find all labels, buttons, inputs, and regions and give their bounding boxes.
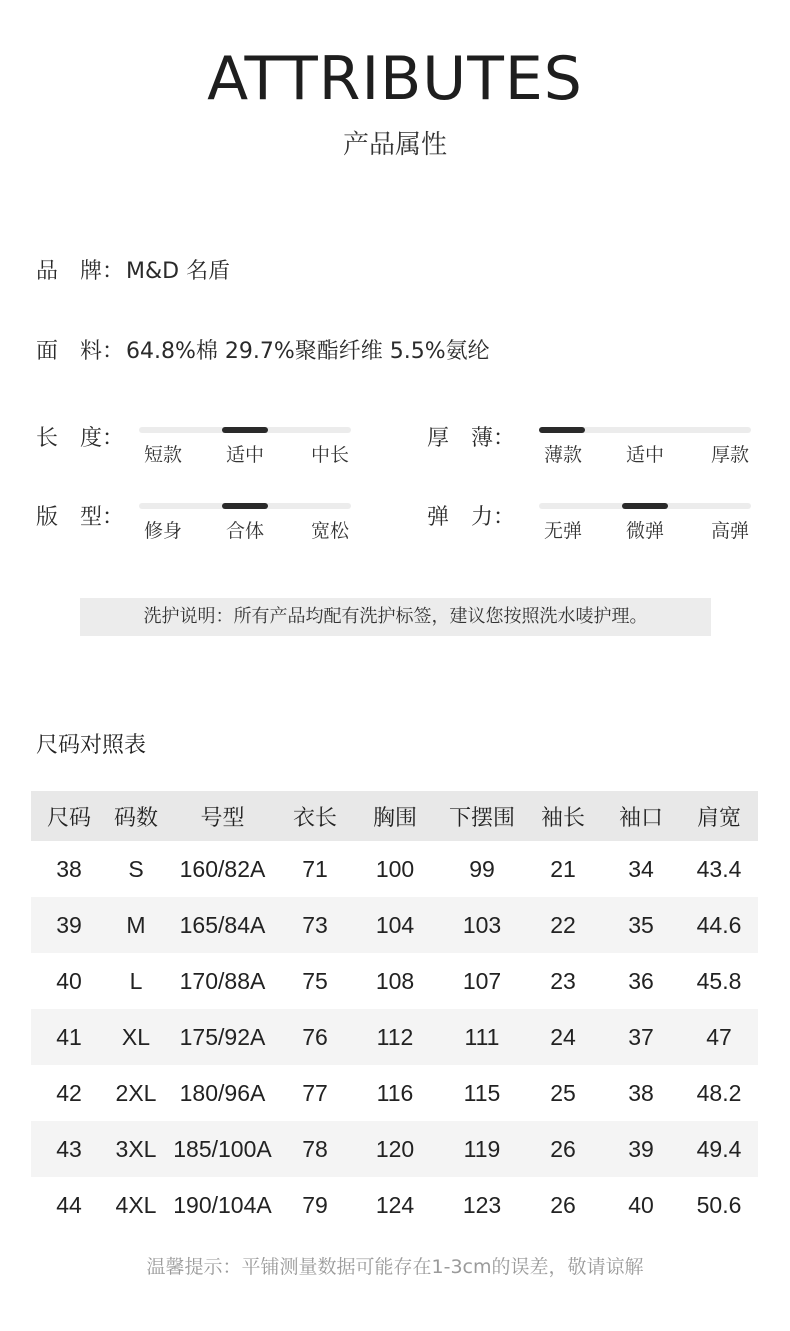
table-cell: 39 xyxy=(31,897,107,953)
elasticity-label: 弹 力： xyxy=(427,505,516,530)
table-row xyxy=(31,1177,758,1233)
table-cell: 185/100A xyxy=(165,1121,280,1177)
table-row xyxy=(31,953,758,1009)
table-cell: 47 xyxy=(680,1009,758,1065)
header-cell: 袖口 xyxy=(602,791,680,841)
table-cell: 78 xyxy=(280,1121,350,1177)
table-cell: 124 xyxy=(375,1191,415,1218)
table-cell: 3XL xyxy=(107,1121,165,1177)
size-chart-title: 尺码对照表 xyxy=(36,733,147,758)
table-cell: 48.2 xyxy=(696,1079,742,1106)
table-cell: 71 xyxy=(302,855,328,882)
table-cell: 170/88A xyxy=(179,967,266,994)
table-cell: 45.8 xyxy=(696,967,742,994)
table-cell: 38 xyxy=(56,855,82,882)
care-notice: 洗护说明：所有产品均配有洗护标签，建议您按照洗水唛护理。 xyxy=(80,598,711,636)
table-row xyxy=(31,841,758,897)
table-cell: 38 xyxy=(628,1079,654,1106)
elasticity-option-none: 无弹 xyxy=(543,520,583,542)
table-cell: 99 xyxy=(469,855,495,882)
table-cell: 119 xyxy=(440,1121,524,1177)
table-cell: 26 xyxy=(550,1191,576,1218)
table-cell: 35 xyxy=(602,897,680,953)
header-cell: 下摆围 xyxy=(440,791,524,841)
table-cell: 22 xyxy=(524,897,602,953)
footer-note: 温馨提示：平铺测量数据可能存在1-3cm的误差，敬请谅解 xyxy=(146,1256,644,1278)
length-track xyxy=(139,427,351,433)
table-cell: 24 xyxy=(524,1009,602,1065)
elasticity-option-high: 高弹 xyxy=(710,520,750,542)
fit-option-regular: 合体 xyxy=(225,520,265,542)
fabric-row xyxy=(36,337,490,367)
length-option-long: 中长 xyxy=(310,444,350,466)
elasticity-option-slight: 微弹 xyxy=(625,520,665,542)
table-cell: 76 xyxy=(280,1009,350,1065)
table-row xyxy=(31,1065,758,1121)
table-cell: 73 xyxy=(280,897,350,953)
table-cell: M xyxy=(107,897,165,953)
fabric-value: 64.8%棉 29.7%聚酯纤维 5.5%氨纶 xyxy=(126,339,490,364)
table-cell: XL xyxy=(107,1009,165,1065)
fabric-label: 面 料： xyxy=(36,339,125,364)
header-cell: 号型 xyxy=(165,791,280,841)
table-cell: 120 xyxy=(350,1121,440,1177)
page-subtitle: 产品属性 xyxy=(342,130,447,160)
elasticity-track xyxy=(539,503,751,509)
table-cell: 190/104A xyxy=(173,1191,272,1218)
table-cell: 49.4 xyxy=(680,1121,758,1177)
table-cell: 108 xyxy=(375,967,415,994)
table-row xyxy=(31,1121,758,1177)
table-cell: 36 xyxy=(628,967,654,994)
header-cell: 胸围 xyxy=(350,791,440,841)
table-cell: 42 xyxy=(56,1079,82,1106)
table-cell: 40 xyxy=(628,1191,654,1218)
table-cell: 4XL xyxy=(115,1191,157,1218)
fit-option-slim: 修身 xyxy=(143,520,183,542)
table-cell: 77 xyxy=(302,1079,328,1106)
table-row xyxy=(31,1009,758,1065)
header-cell: 肩宽 xyxy=(680,791,758,841)
thickness-option-thick: 厚款 xyxy=(710,444,750,466)
thickness-option-thin: 薄款 xyxy=(543,444,583,466)
table-cell: 160/82A xyxy=(179,855,266,882)
header-cell: 码数 xyxy=(107,791,165,841)
table-cell: 39 xyxy=(602,1121,680,1177)
table-cell: 43 xyxy=(31,1121,107,1177)
elasticity-indicator xyxy=(622,503,668,509)
table-cell: 180/96A xyxy=(179,1079,266,1106)
table-cell: 41 xyxy=(31,1009,107,1065)
thickness-label: 厚 薄： xyxy=(427,426,516,451)
table-cell: 175/92A xyxy=(165,1009,280,1065)
header-cell: 袖长 xyxy=(524,791,602,841)
table-cell: 165/84A xyxy=(165,897,280,953)
thickness-track xyxy=(539,427,751,433)
length-option-medium: 适中 xyxy=(225,444,265,466)
fit-indicator xyxy=(222,503,268,509)
length-indicator xyxy=(222,427,268,433)
brand-row xyxy=(36,257,230,287)
table-cell: 112 xyxy=(350,1009,440,1065)
table-cell: 40 xyxy=(56,967,82,994)
table-cell: 111 xyxy=(440,1009,524,1065)
header-cell: 衣长 xyxy=(280,791,350,841)
table-cell: 100 xyxy=(375,855,415,882)
table-row xyxy=(31,897,758,953)
brand-label: 品 牌： xyxy=(36,259,125,284)
thickness-option-medium: 适中 xyxy=(625,444,665,466)
length-label: 长 度： xyxy=(36,426,125,451)
table-cell: 115 xyxy=(463,1079,501,1106)
fit-option-loose: 宽松 xyxy=(310,520,350,542)
size-chart-header-row xyxy=(31,791,758,841)
table-cell: 44.6 xyxy=(680,897,758,953)
table-cell: 103 xyxy=(440,897,524,953)
page-title: ATTRIBUTES xyxy=(207,44,583,114)
table-cell: 23 xyxy=(550,967,576,994)
table-cell: 75 xyxy=(302,967,328,994)
table-cell: 21 xyxy=(550,855,576,882)
table-cell: 107 xyxy=(462,967,502,994)
length-option-short: 短款 xyxy=(143,444,183,466)
fit-track xyxy=(139,503,351,509)
header-cell: 尺码 xyxy=(31,791,107,841)
thickness-indicator xyxy=(539,427,585,433)
table-cell: 123 xyxy=(462,1191,502,1218)
fit-label: 版 型： xyxy=(36,505,125,530)
size-chart-table xyxy=(31,791,758,1233)
table-cell: 26 xyxy=(524,1121,602,1177)
table-cell: 50.6 xyxy=(696,1191,742,1218)
brand-value: M&D 名盾 xyxy=(126,259,231,284)
table-cell: L xyxy=(129,967,143,994)
table-cell: 79 xyxy=(302,1191,328,1218)
table-cell: 44 xyxy=(56,1191,82,1218)
table-cell: 2XL xyxy=(115,1079,157,1106)
table-cell: 104 xyxy=(350,897,440,953)
table-cell: 43.4 xyxy=(696,855,742,882)
table-cell: 37 xyxy=(602,1009,680,1065)
table-cell: S xyxy=(128,855,144,882)
table-cell: 116 xyxy=(376,1079,414,1106)
table-cell: 34 xyxy=(628,855,654,882)
table-cell: 25 xyxy=(550,1079,576,1106)
